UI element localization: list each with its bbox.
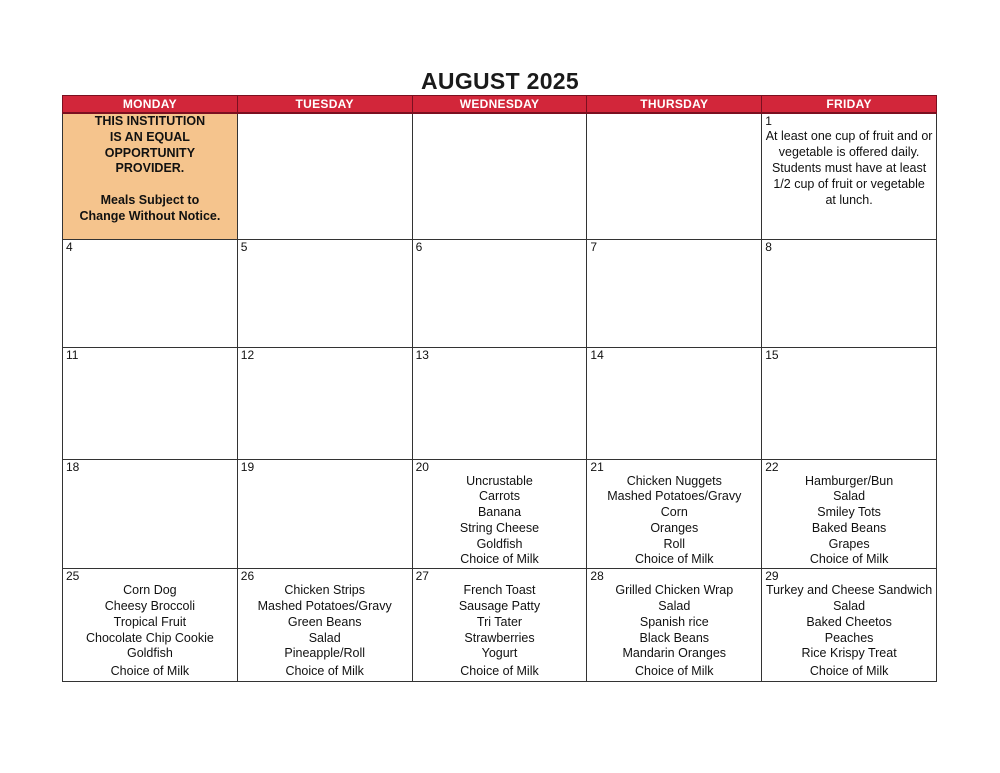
menu-items [413, 474, 587, 569]
day-number: 12 [240, 347, 255, 362]
day-cell [63, 569, 238, 682]
weekday-header-row [63, 96, 937, 114]
notice-line: THIS INSTITUTION [94, 114, 206, 128]
day-cell [63, 459, 238, 569]
day-cell [237, 459, 412, 569]
day-number: 8 [765, 239, 772, 254]
notice-line: OPPORTUNITY [104, 145, 196, 160]
day-cell [587, 239, 762, 347]
menu-item: Salad [833, 599, 866, 614]
menu-item: Black Beans [639, 630, 710, 645]
day-cell [587, 459, 762, 569]
meals-notice-line: Meals Subject to [100, 193, 200, 208]
menu-items [762, 474, 936, 569]
day-cell [237, 239, 412, 347]
day-number: 13 [415, 347, 429, 362]
menu-item: Choice of Milk [460, 552, 539, 567]
day-number: 27 [415, 569, 429, 584]
day-cell [587, 347, 762, 459]
empty-day-cell [412, 113, 587, 239]
menu-item: French Toast [463, 583, 536, 598]
notice-line: PROVIDER. [115, 161, 185, 176]
day-cell [412, 569, 587, 682]
menu-items [587, 583, 761, 680]
menu-item: Banana [477, 505, 522, 520]
day-cell [762, 347, 937, 459]
menu-item: Uncrustable [466, 473, 533, 488]
menu-item: Cheesy Broccoli [104, 599, 196, 614]
menu-item: Choice of Milk [809, 552, 889, 567]
menu-item: Chocolate Chip Cookie [85, 630, 214, 645]
menu-items [63, 583, 237, 680]
day-number: 11 [66, 347, 79, 362]
menu-item: Smiley Tots [817, 505, 881, 520]
page-title: AUGUST 2025 [421, 68, 579, 94]
week-row-3 [63, 347, 937, 459]
note-line: at lunch. [825, 193, 873, 207]
menu-item: Grapes [828, 536, 870, 551]
menu-item: Mashed Potatoes/Gravy [257, 599, 392, 614]
note-line: vegetable is offered daily. [778, 145, 920, 159]
day-cell [762, 459, 937, 569]
day-cell [237, 569, 412, 682]
week-row-5 [63, 569, 937, 682]
header-thursday: THURSDAY [587, 96, 762, 114]
day-cell-1 [762, 113, 937, 239]
equal-opportunity-notice [63, 113, 238, 239]
empty-day-cell [587, 113, 762, 239]
menu-item: Rice Krispy Treat [801, 646, 897, 661]
menu-item: Turkey and Cheese Sandwich [765, 583, 933, 598]
menu-items [413, 583, 587, 680]
day-cell [412, 459, 587, 569]
menu-items [587, 474, 761, 569]
day-cell [587, 569, 762, 682]
menu-item: Choice of Milk [809, 664, 889, 679]
menu-calendar [62, 95, 937, 682]
menu-item: Choice of Milk [110, 664, 190, 679]
menu-item: Mandarin Oranges [622, 646, 727, 661]
note-line: Students must have at least [771, 161, 927, 175]
day-number: 1 [765, 114, 772, 128]
day-number: 29 [765, 569, 779, 584]
day-number: 20 [415, 459, 429, 474]
menu-item: Carrots [479, 489, 520, 504]
menu-item: Yogurt [481, 646, 518, 661]
menu-item: Pineapple/Roll [284, 646, 365, 661]
menu-items [762, 583, 936, 680]
menu-item: Salad [833, 489, 866, 504]
menu-item: Strawberries [464, 630, 535, 645]
menu-item: Grilled Chicken Wrap [615, 583, 734, 598]
menu-item: Baked Beans [811, 520, 887, 535]
menu-item: Choice of Milk [635, 664, 714, 679]
week-row-1 [63, 113, 937, 239]
empty-day-cell [237, 113, 412, 239]
day-number: 26 [240, 569, 255, 584]
menu-item: String Cheese [459, 520, 540, 535]
notice-line: IS AN EQUAL [109, 129, 190, 144]
menu-item: Goldfish [476, 536, 523, 551]
menu-item: Salad [658, 599, 691, 614]
header-wednesday: WEDNESDAY [412, 96, 587, 114]
menu-item: Corn [660, 505, 688, 520]
day-number: 25 [66, 569, 80, 584]
menu-item: Spanish rice [639, 614, 709, 629]
note-line: 1/2 cup of fruit or vegetable [773, 177, 925, 191]
note-line: At least one cup of fruit and or [765, 129, 933, 143]
day-number: 15 [765, 347, 779, 362]
meals-notice-line: Change Without Notice. [79, 208, 221, 223]
menu-item: Green Beans [287, 614, 362, 629]
day-number: 6 [415, 239, 423, 254]
menu-item: Choice of Milk [460, 664, 539, 679]
day-cell [762, 569, 937, 682]
header-monday: MONDAY [63, 96, 238, 114]
day-cell [237, 347, 412, 459]
header-tuesday: TUESDAY [237, 96, 412, 114]
menu-item: Hamburger/Bun [804, 473, 894, 488]
day-cell [412, 347, 587, 459]
menu-item: Chicken Strips [284, 583, 365, 598]
day-number: 18 [66, 459, 80, 474]
menu-item: Corn Dog [123, 583, 177, 598]
day-cell [762, 239, 937, 347]
day-number: 5 [240, 239, 248, 254]
week-row-4 [63, 459, 937, 569]
menu-item: Roll [663, 536, 686, 551]
day-number: 28 [590, 569, 604, 584]
day-cell [63, 239, 238, 347]
menu-item: Choice of Milk [635, 552, 714, 567]
menu-item: Oranges [650, 520, 699, 535]
menu-item: Goldfish [126, 646, 173, 661]
menu-item: Salad [308, 630, 341, 645]
menu-item: Choice of Milk [285, 664, 364, 679]
day-number: 4 [66, 239, 73, 254]
menu-item: Peaches [824, 630, 874, 645]
menu-item: Tri Tater [476, 614, 523, 629]
week-row-2 [63, 239, 937, 347]
menu-item: Mashed Potatoes/Gravy [607, 489, 742, 504]
day-cell [412, 239, 587, 347]
fruit-vegetable-note [762, 128, 936, 208]
menu-item: Sausage Patty [458, 599, 541, 614]
day-number: 21 [590, 459, 604, 474]
day-number: 22 [765, 459, 779, 474]
day-number: 14 [590, 347, 604, 362]
menu-item: Chicken Nuggets [626, 473, 722, 488]
day-number: 7 [590, 239, 598, 254]
menu-item: Tropical Fruit [113, 614, 187, 629]
day-cell [63, 347, 238, 459]
menu-item: Baked Cheetos [806, 614, 892, 629]
menu-items [238, 583, 412, 680]
header-friday: FRIDAY [762, 96, 937, 114]
day-number: 19 [240, 459, 255, 474]
